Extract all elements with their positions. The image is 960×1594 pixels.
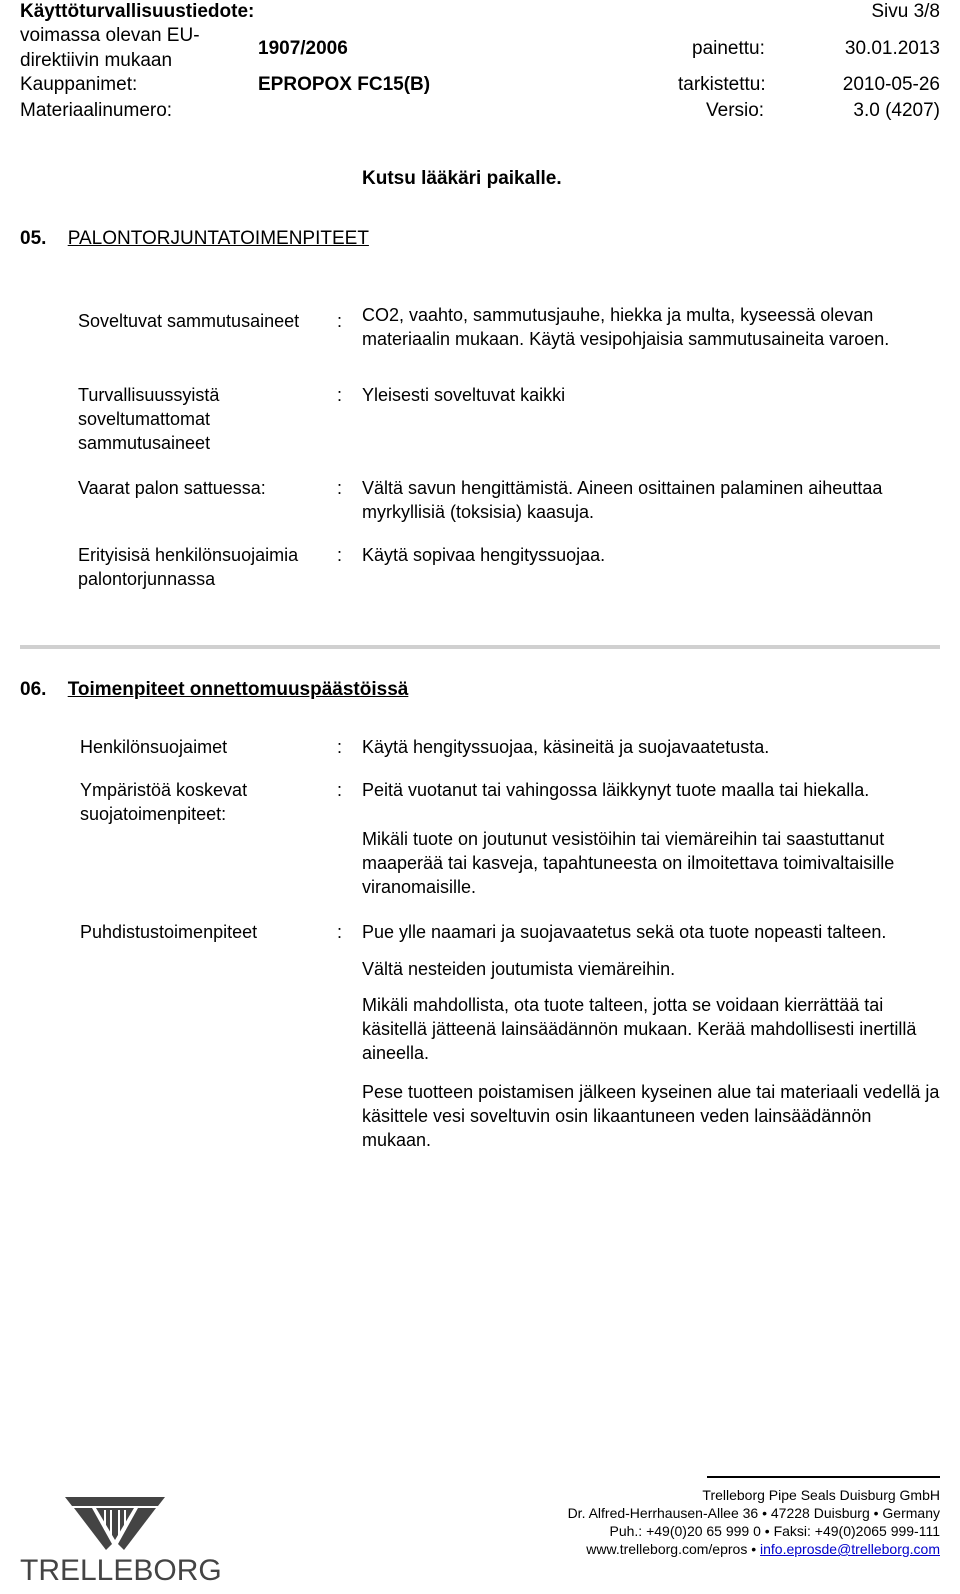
row-label: Henkilönsuojaimet xyxy=(80,737,228,757)
row-label: Soveltuvat sammutusaineet xyxy=(78,311,300,331)
call-doctor-note: Kutsu lääkäri paikalle. xyxy=(362,168,562,189)
row-text: Mikäli mahdollista, ota tuote talteen, jotta se voidaan kierrättää tai käsitellä jätteenä lainsäädännön mukaan. Kerää mahdollisesti inertillä aineella. xyxy=(362,995,917,1063)
footer-company: Trelleborg Pipe Seals Duisburg GmbH xyxy=(702,1487,940,1503)
row-colon: : xyxy=(337,385,343,405)
regulation-number: 1907/2006 xyxy=(258,38,348,59)
trelleborg-logo xyxy=(20,1492,222,1594)
page-number: Sivu 3/8 xyxy=(871,1,940,22)
version: 3.0 (4207) xyxy=(853,100,940,121)
version-label: Versio: xyxy=(706,100,765,121)
regulation-line-1: voimassa olevan EU- xyxy=(20,25,200,46)
printed-date: 30.01.2013 xyxy=(844,38,940,59)
row-label: Vaarat palon sattuessa: xyxy=(78,478,266,498)
section-6-number: 06. xyxy=(20,679,47,700)
row-text: Vältä nesteiden joutumista viemäreihin. xyxy=(362,959,676,979)
footer-web-line xyxy=(586,1540,940,1558)
tradename-label: Kauppanimet: xyxy=(20,74,138,95)
row-label: Turvallisuussyistä soveltumattomat sammutusaineet xyxy=(78,385,220,453)
row-colon: : xyxy=(337,545,343,565)
header-row-1 xyxy=(20,0,940,24)
section-6-heading xyxy=(20,679,408,701)
material-label: Materiaalinumero: xyxy=(20,100,173,121)
row-text: Yleisesti soveltuvat kaikki xyxy=(362,385,566,405)
row-text: Mikäli tuote on joutunut vesistöihin tai viemäreihin tai saastuttanut maaperää tai kasveja, tapahtuneesta on ilmoitettava toimivaltaisille viranomaisille. xyxy=(362,829,895,897)
footer-phone: Puh.: +49(0)20 65 999 0 • Faksi: +49(0)2065 999-111 xyxy=(609,1523,940,1539)
row-text: CO2, vaahto, sammutusjauhe, hiekka ja multa, kyseessä olevan materiaalin mukaan. Käytä vesipohjaisia sammutusaineita varoen. xyxy=(362,305,890,349)
revised-date: 2010-05-26 xyxy=(842,74,940,95)
doc-title: Käyttöturvallisuustiedote: xyxy=(20,1,255,22)
footer-address: Dr. Alfred-Herrhausen-Allee 36 • 47228 Duisburg • Germany xyxy=(567,1505,940,1521)
header-row-3 xyxy=(20,49,940,73)
footer-email-link[interactable]: info.eprosde@trelleborg.com xyxy=(760,1541,940,1557)
row-text: Pese tuotteen poistamisen jälkeen kyseinen alue tai materiaali vedellä ja käsittele vesi soveltuvin osin likaantuneen veden lainsäädännön mukaan. xyxy=(362,1082,940,1150)
footer-web: www.trelleborg.com/epros • xyxy=(586,1541,761,1557)
tradename: EPROPOX FC15(B) xyxy=(258,74,431,95)
section-divider xyxy=(20,645,940,649)
revised-label: tarkistettu: xyxy=(678,74,766,95)
row-text: Peitä vuotanut tai vahingossa läikkynyt tuote maalla tai hiekalla. xyxy=(362,780,870,800)
header-row-4 xyxy=(20,73,940,97)
section-5-heading xyxy=(20,228,369,250)
section-5-title: PALONTORJUNTATOIMENPITEET xyxy=(67,228,369,249)
row-text: Käytä hengityssuojaa, käsineitä ja suojavaatetusta. xyxy=(362,737,770,757)
row-label: Puhdistustoimenpiteet xyxy=(80,922,258,942)
row-colon: : xyxy=(337,737,343,757)
footer-divider xyxy=(707,1476,940,1478)
section-5-number: 05. xyxy=(20,228,47,249)
logo-wordmark: TRELLEBORG xyxy=(20,1554,222,1587)
section-6-title: Toimenpiteet onnettomuuspäästöissä xyxy=(67,679,409,700)
document-header xyxy=(20,0,940,130)
header-row-5 xyxy=(20,99,940,123)
row-label: Erityisisä henkilönsuojaimia palontorjunnassa xyxy=(78,545,299,589)
row-colon: : xyxy=(337,478,343,498)
regulation-line-2: direktiivin mukaan xyxy=(20,50,173,71)
trelleborg-emblem-icon xyxy=(60,1492,170,1552)
row-text: Vältä savun hengittämistä. Aineen osittainen palaminen aiheuttaa myrkyllisiä (toksisia) kaasuja. xyxy=(362,478,883,522)
row-colon: : xyxy=(337,311,343,331)
printed-label: painettu: xyxy=(692,38,765,59)
row-label: Ympäristöä koskevat suojatoimenpiteet: xyxy=(80,780,248,824)
row-text: Pue ylle naamari ja suojavaatetus sekä ota tuote nopeasti talteen. xyxy=(362,922,887,942)
row-colon: : xyxy=(337,780,343,800)
row-text: Käytä sopivaa hengityssuojaa. xyxy=(362,545,606,565)
row-colon: : xyxy=(337,922,343,942)
